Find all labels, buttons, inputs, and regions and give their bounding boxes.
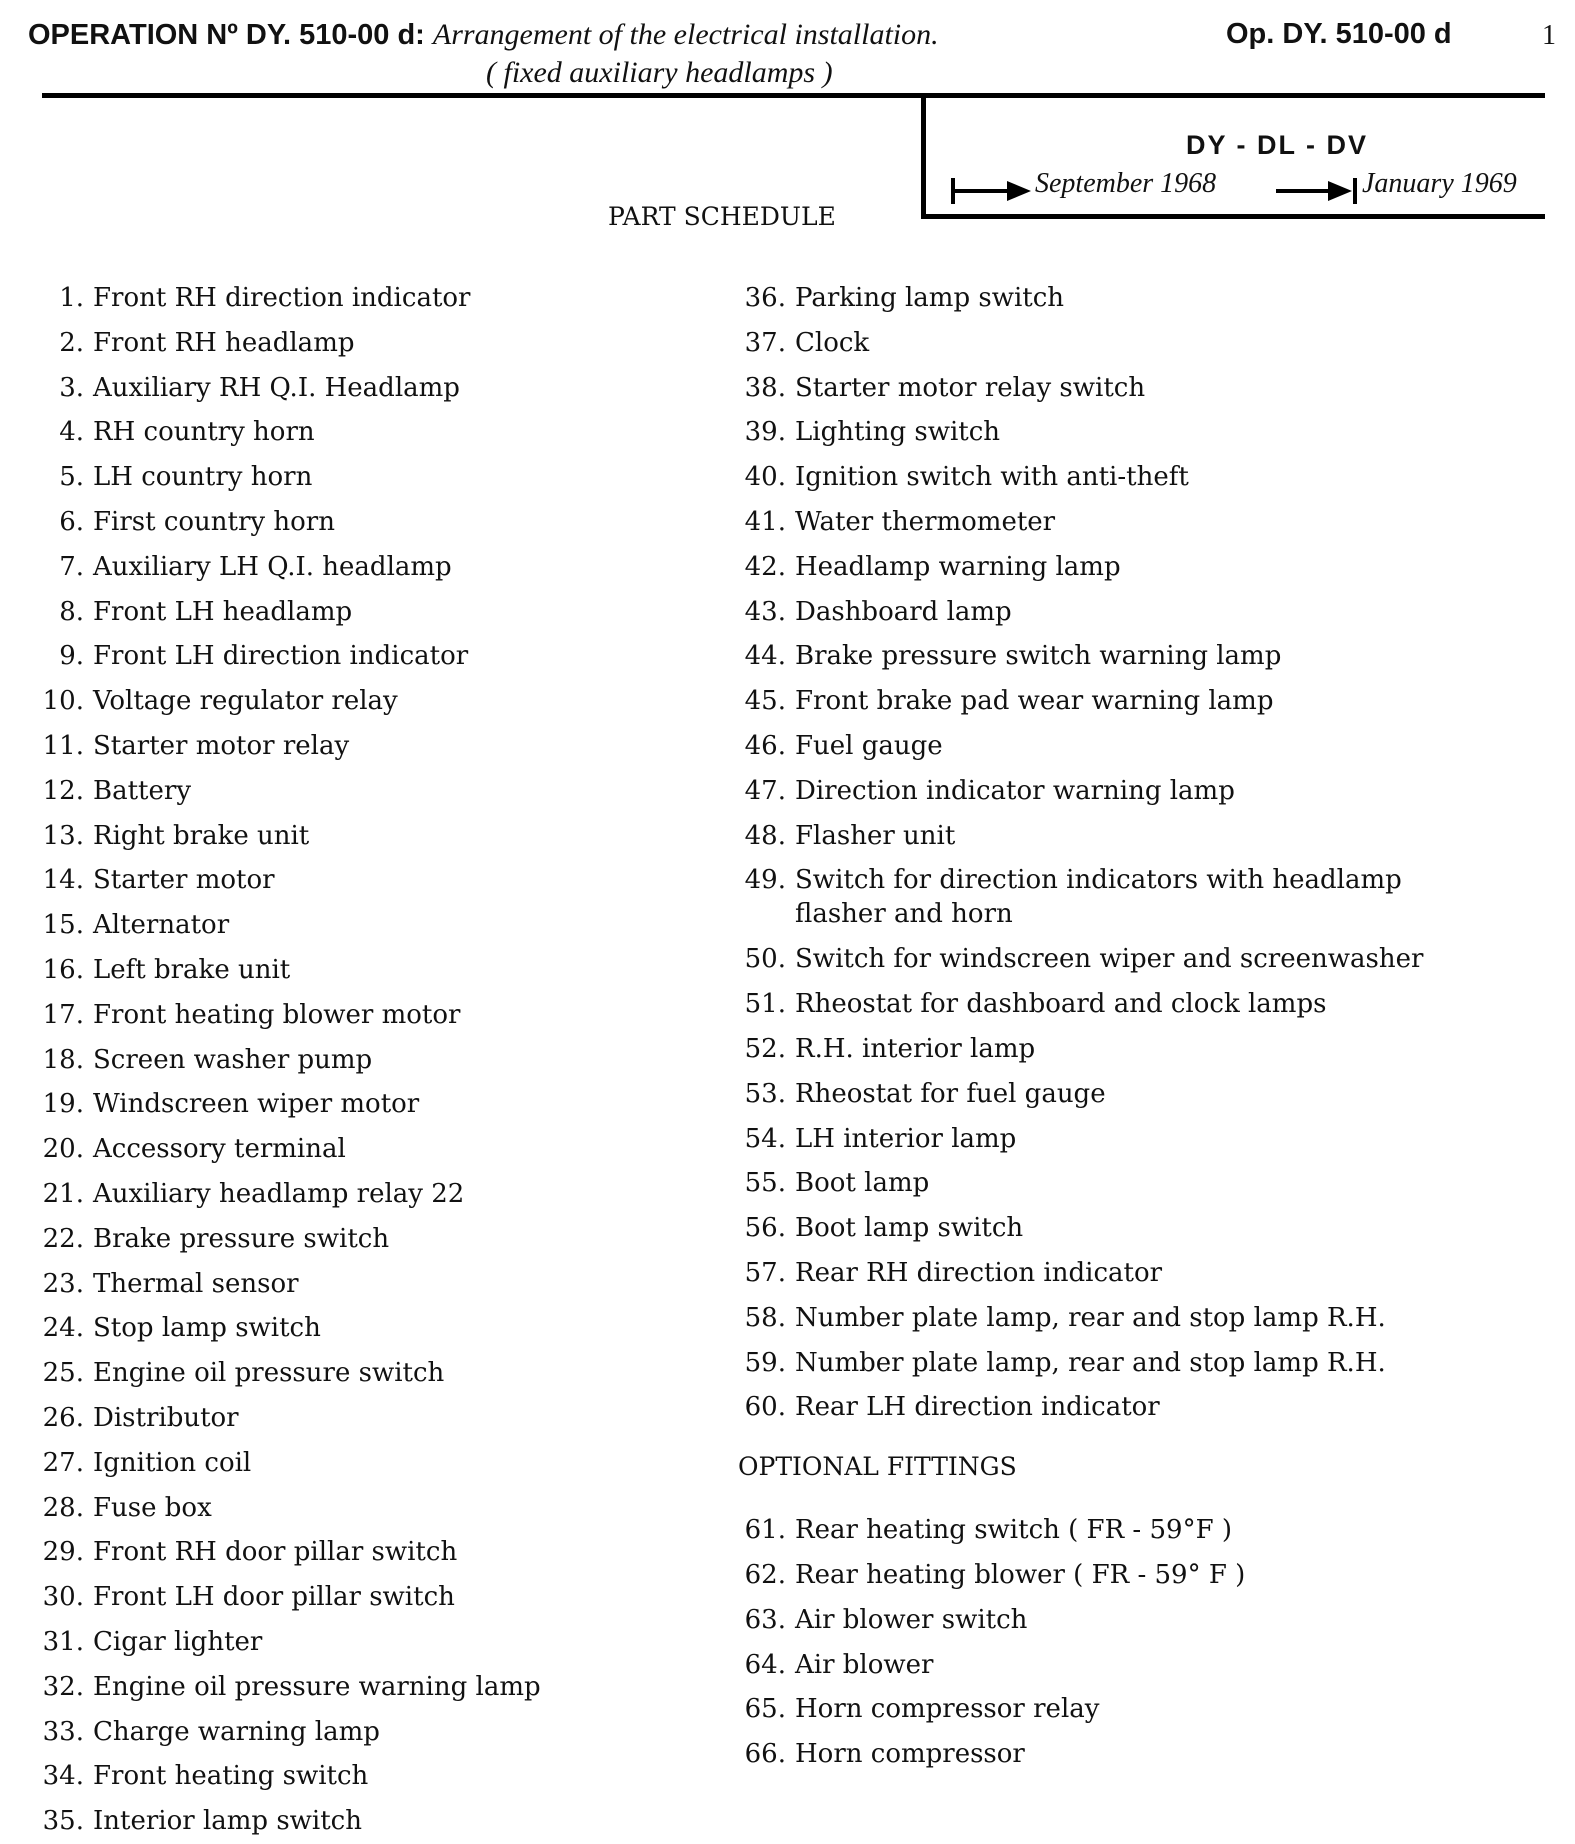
- list-item: [32, 1396, 712, 1441]
- item-number: 51.: [744, 989, 786, 1020]
- list-item: [32, 1217, 712, 1262]
- item-text: Rear LH direction indicator: [795, 1392, 1160, 1423]
- item-number: 8.: [59, 596, 84, 627]
- list-item: [738, 1732, 1538, 1777]
- item-text: Rheostat for dashboard and clock lamps: [795, 989, 1327, 1020]
- item-number: 25.: [42, 1358, 84, 1389]
- item-number: 9.: [59, 641, 84, 672]
- part-schedule-title: PART SCHEDULE: [608, 202, 836, 231]
- item-number: 20.: [42, 1134, 84, 1165]
- item-text: Battery: [93, 775, 192, 806]
- item-number: 1.: [59, 283, 84, 313]
- item-number: 3.: [59, 372, 84, 403]
- item-text: LH country horn: [93, 462, 313, 493]
- item-number: 32.: [42, 1671, 84, 1702]
- list-item: [738, 1027, 1538, 1072]
- item-text: Horn compressor: [795, 1739, 1025, 1770]
- list-item: [738, 937, 1538, 982]
- item-number: 57.: [744, 1257, 786, 1288]
- item-text: Clock: [795, 327, 870, 358]
- item-text: LH interior lamp: [795, 1123, 1017, 1154]
- list-item: [32, 1082, 712, 1127]
- list-item: [32, 993, 712, 1038]
- list-item: [738, 1687, 1538, 1732]
- list-item: [32, 1575, 712, 1620]
- header-rule: [42, 93, 1545, 98]
- item-number: 44.: [744, 641, 786, 672]
- list-item: [738, 1643, 1538, 1688]
- item-number: 50.: [744, 944, 786, 975]
- item-number: 28.: [42, 1492, 84, 1523]
- list-item: [738, 769, 1538, 814]
- item-number: 59.: [744, 1347, 786, 1378]
- list-item: [738, 679, 1538, 724]
- item-number: 47.: [744, 775, 786, 806]
- list-item: [32, 455, 712, 500]
- item-text: Horn compressor relay: [795, 1694, 1100, 1725]
- list-item: [738, 858, 1538, 937]
- list-item: [738, 1117, 1538, 1162]
- list-item: [738, 1508, 1538, 1553]
- item-text: Thermal sensor: [93, 1268, 299, 1299]
- item-text: Rear heating switch ( FR - 59°F ): [795, 1515, 1233, 1546]
- list-item: [32, 1754, 712, 1799]
- list-item: [738, 1251, 1538, 1296]
- item-number: 5.: [59, 462, 84, 493]
- item-text: Brake pressure switch: [93, 1223, 390, 1254]
- list-item: [32, 1306, 712, 1351]
- list-item: [32, 1620, 712, 1665]
- item-text: Air blower: [795, 1649, 934, 1680]
- item-number: 36.: [744, 283, 786, 313]
- list-item: [738, 814, 1538, 859]
- list-item: [738, 590, 1538, 635]
- parts-list-right: [738, 276, 1538, 1777]
- item-number: 62.: [744, 1559, 786, 1590]
- list-item: [738, 455, 1538, 500]
- date-to: January 1969: [1362, 168, 1517, 199]
- item-text: Engine oil pressure warning lamp: [93, 1671, 541, 1702]
- item-text: Screen washer pump: [93, 1044, 373, 1075]
- applicability-box-bottom-edge: [921, 214, 1545, 219]
- item-number: 19.: [42, 1089, 84, 1120]
- page-number: 1: [1542, 20, 1556, 51]
- item-text: Alternator: [93, 910, 230, 941]
- list-item: [32, 1665, 712, 1710]
- list-item: [32, 1486, 712, 1531]
- list-item: [738, 1385, 1538, 1430]
- item-number: 61.: [744, 1515, 786, 1546]
- item-number: 31.: [42, 1626, 84, 1657]
- item-number: 38.: [744, 372, 786, 403]
- list-item: [32, 1799, 712, 1844]
- item-text: Accessory terminal: [93, 1134, 346, 1165]
- item-number: 66.: [744, 1739, 786, 1770]
- parts-list-main: [738, 276, 1538, 1430]
- item-number: 33.: [42, 1716, 84, 1747]
- item-text: Ignition coil: [93, 1447, 252, 1478]
- item-text: Parking lamp switch: [795, 283, 1065, 313]
- item-text: Lighting switch: [795, 417, 1001, 448]
- operation-number: OPERATION Nº DY. 510-00 d:: [28, 19, 425, 51]
- list-item: [738, 1553, 1538, 1598]
- item-number: 56.: [744, 1213, 786, 1244]
- item-text: First country horn: [93, 506, 335, 537]
- list-item: [738, 500, 1538, 545]
- item-text: Ignition switch with anti-theft: [795, 462, 1189, 493]
- list-item: [32, 590, 712, 635]
- list-item: [738, 982, 1538, 1027]
- item-text: Brake pressure switch warning lamp: [795, 641, 1282, 672]
- list-item: [738, 1598, 1538, 1643]
- item-number: 29.: [42, 1537, 84, 1568]
- item-text: Direction indicator warning lamp: [795, 775, 1235, 806]
- list-item: [738, 1341, 1538, 1386]
- item-text: Engine oil pressure switch: [93, 1358, 445, 1389]
- list-item: [32, 769, 712, 814]
- item-number: 30.: [42, 1582, 84, 1613]
- model-codes: DY - DL - DV: [1186, 130, 1369, 160]
- item-number: 64.: [744, 1649, 786, 1680]
- item-text: Auxiliary LH Q.I. headlamp: [93, 551, 452, 582]
- item-number: 4.: [59, 417, 84, 448]
- item-number: 12.: [42, 775, 84, 806]
- item-text: Headlamp warning lamp: [795, 551, 1121, 582]
- list-item: [738, 410, 1538, 455]
- list-item: [738, 1206, 1538, 1251]
- applicability-box-left-edge: [921, 93, 926, 219]
- list-item: [32, 679, 712, 724]
- item-text: Left brake unit: [93, 954, 291, 985]
- list-item: [738, 724, 1538, 769]
- item-number: 2.: [59, 327, 84, 358]
- item-text: Distributor: [93, 1402, 239, 1433]
- item-number: 23.: [42, 1268, 84, 1299]
- date-from: September 1968: [1035, 168, 1217, 199]
- item-text: RH country horn: [93, 417, 315, 448]
- list-item: [738, 276, 1538, 321]
- item-text: Fuse box: [93, 1492, 212, 1523]
- optional-fittings-title: OPTIONAL FITTINGS: [738, 1452, 1017, 1482]
- list-item: [32, 1351, 712, 1396]
- item-number: 37.: [744, 327, 786, 358]
- list-item: [32, 858, 712, 903]
- item-number: 27.: [42, 1447, 84, 1478]
- list-item: [32, 545, 712, 590]
- item-text: Boot lamp switch: [795, 1213, 1024, 1244]
- list-item: [32, 276, 712, 321]
- item-number: 34.: [42, 1761, 84, 1792]
- list-item: [32, 366, 712, 411]
- item-number: 39.: [744, 417, 786, 448]
- operation-title: Arrangement of the electrical installation.: [432, 18, 939, 51]
- item-text: Starter motor relay: [93, 730, 350, 761]
- list-item: [32, 1127, 712, 1172]
- list-item: [738, 1296, 1538, 1341]
- item-number: 11.: [42, 730, 84, 761]
- item-number: 14.: [42, 865, 84, 896]
- list-item: [32, 1441, 712, 1486]
- item-number: 43.: [744, 596, 786, 627]
- list-item: [738, 1072, 1538, 1117]
- item-text: Dashboard lamp: [795, 596, 1012, 627]
- list-item: [738, 1161, 1538, 1206]
- item-text: Front heating switch: [93, 1761, 369, 1792]
- item-number: 46.: [744, 730, 786, 761]
- item-text: Switch for direction indicators with headlamp flasher and horn: [795, 865, 1402, 930]
- item-number: 40.: [744, 462, 786, 493]
- item-text: Starter motor relay switch: [795, 372, 1146, 403]
- item-text: Interior lamp switch: [93, 1806, 362, 1837]
- list-item: [32, 1530, 712, 1575]
- item-number: 24.: [42, 1313, 84, 1344]
- list-item: [32, 410, 712, 455]
- item-number: 10.: [42, 686, 84, 717]
- item-number: 52.: [744, 1033, 786, 1064]
- item-number: 7.: [59, 551, 84, 582]
- operation-heading: [28, 18, 939, 52]
- item-number: 48.: [744, 820, 786, 851]
- item-text: Switch for windscreen wiper and screenwasher: [795, 944, 1424, 975]
- list-item: [32, 724, 712, 769]
- item-text: Rheostat for fuel gauge: [795, 1078, 1106, 1109]
- item-text: Front RH door pillar switch: [93, 1537, 458, 1568]
- item-number: 65.: [744, 1694, 786, 1725]
- item-number: 58.: [744, 1302, 786, 1333]
- list-item: [32, 321, 712, 366]
- item-number: 63.: [744, 1604, 786, 1635]
- item-text: Cigar lighter: [93, 1626, 263, 1657]
- item-text: Rear RH direction indicator: [795, 1257, 1163, 1288]
- item-text: Front LH door pillar switch: [93, 1582, 455, 1613]
- list-item: [32, 814, 712, 859]
- item-text: Charge warning lamp: [93, 1716, 380, 1747]
- item-number: 22.: [42, 1223, 84, 1254]
- item-text: Boot lamp: [795, 1168, 930, 1199]
- item-number: 18.: [42, 1044, 84, 1075]
- item-number: 6.: [59, 506, 84, 537]
- list-item: [32, 1262, 712, 1307]
- operation-subtitle: ( fixed auxiliary headlamps ): [486, 56, 833, 89]
- list-item: [32, 1172, 712, 1217]
- item-number: 35.: [42, 1806, 84, 1837]
- item-text: Voltage regulator relay: [93, 686, 398, 717]
- list-item: [738, 366, 1538, 411]
- item-number: 16.: [42, 954, 84, 985]
- item-number: 17.: [42, 999, 84, 1030]
- item-text: Front LH headlamp: [93, 596, 353, 627]
- list-item: [32, 634, 712, 679]
- list-item: [738, 321, 1538, 366]
- item-text: Front LH direction indicator: [93, 641, 469, 672]
- item-number: 55.: [744, 1168, 786, 1199]
- item-number: 42.: [744, 551, 786, 582]
- item-text: Front RH headlamp: [93, 327, 355, 358]
- list-item: [32, 1710, 712, 1755]
- item-text: Stop lamp switch: [93, 1313, 321, 1344]
- operation-reference: Op. DY. 510-00 d: [1226, 18, 1452, 50]
- item-number: 54.: [744, 1123, 786, 1154]
- list-item: [32, 903, 712, 948]
- item-text: Number plate lamp, rear and stop lamp R.H.: [795, 1302, 1386, 1333]
- item-text: R.H. interior lamp: [795, 1033, 1036, 1064]
- item-number: 60.: [744, 1392, 786, 1423]
- item-number: 41.: [744, 506, 786, 537]
- end-arrow-icon: [1276, 176, 1360, 206]
- item-text: Front RH direction indicator: [93, 283, 471, 313]
- item-text: Right brake unit: [93, 820, 310, 851]
- item-number: 15.: [42, 910, 84, 941]
- list-item: [32, 948, 712, 993]
- item-number: 49.: [744, 865, 786, 896]
- item-text: Windscreen wiper motor: [93, 1089, 420, 1120]
- item-text: Air blower switch: [795, 1604, 1028, 1635]
- item-number: 45.: [744, 686, 786, 717]
- item-number: 13.: [42, 820, 84, 851]
- item-text: Auxiliary headlamp relay 22: [93, 1178, 465, 1209]
- parts-list-left: [32, 276, 712, 1844]
- item-number: 21.: [42, 1178, 84, 1209]
- item-text: Fuel gauge: [795, 730, 943, 761]
- list-item: [738, 545, 1538, 590]
- list-item: [738, 634, 1538, 679]
- item-text: Starter motor: [93, 865, 275, 896]
- item-text: Front heating blower motor: [93, 999, 461, 1030]
- list-item: [32, 500, 712, 545]
- item-number: 26.: [42, 1402, 84, 1433]
- list-item: [32, 1038, 712, 1083]
- item-text: Water thermometer: [795, 506, 1056, 537]
- item-text: Rear heating blower ( FR - 59° F ): [795, 1559, 1246, 1590]
- item-text: Flasher unit: [795, 820, 956, 851]
- start-arrow-icon: [951, 176, 1035, 206]
- optional-fittings-list: [738, 1508, 1538, 1777]
- item-text: Auxiliary RH Q.I. Headlamp: [93, 372, 460, 403]
- item-number: 53.: [744, 1078, 786, 1109]
- item-text: Number plate lamp, rear and stop lamp R.H.: [795, 1347, 1386, 1378]
- item-text: Front brake pad wear warning lamp: [795, 686, 1274, 717]
